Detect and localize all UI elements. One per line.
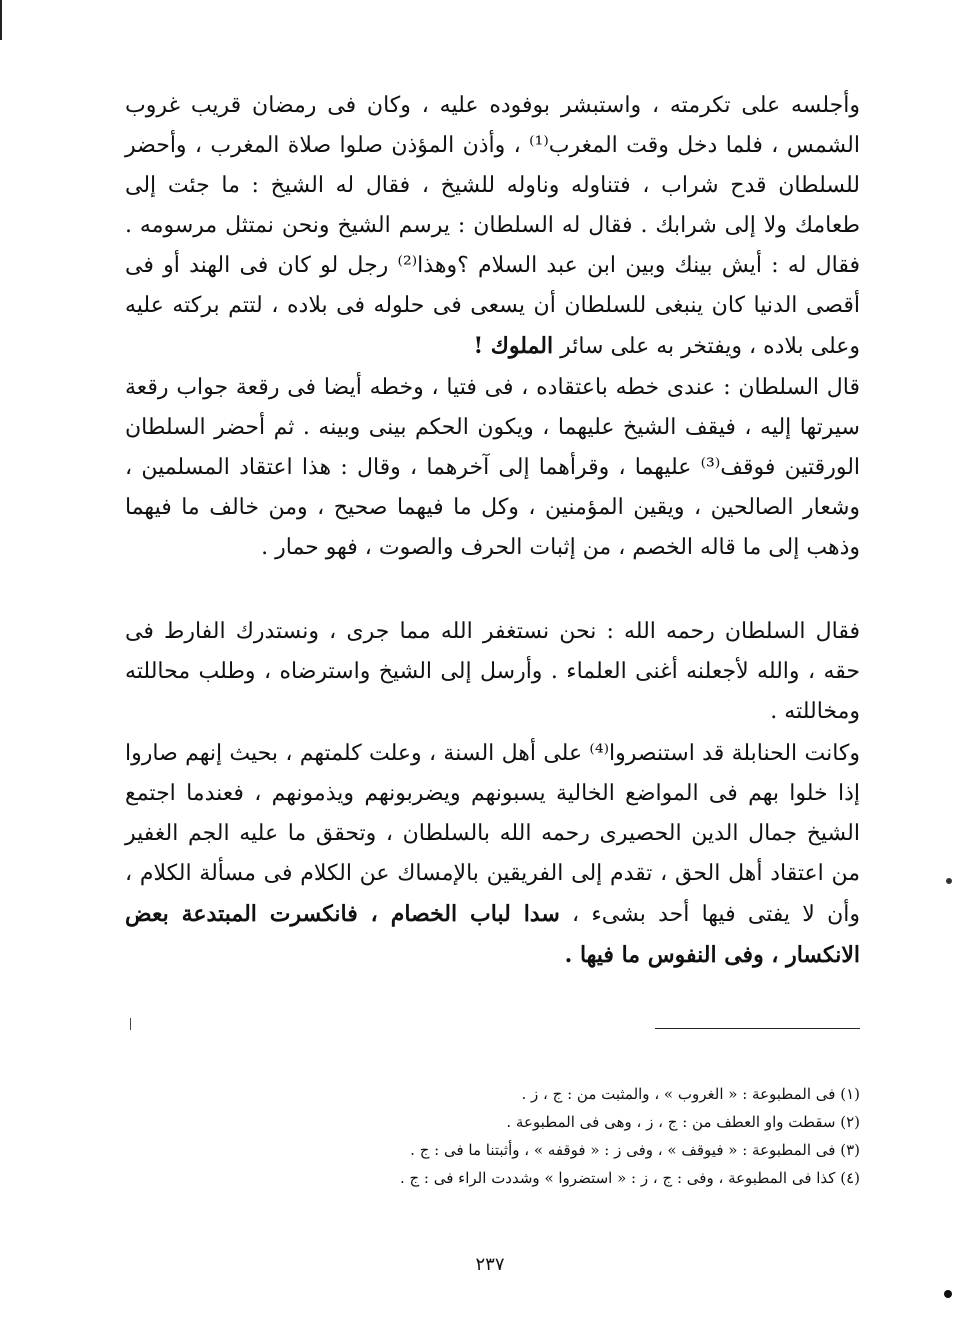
scan-edge-mark	[0, 0, 2, 40]
scan-speck-bottom	[944, 1290, 952, 1298]
paragraph-2	[125, 368, 860, 568]
paragraph-1-bold: الملوك !	[473, 333, 554, 359]
paragraph-3-text: فقال السلطان رحمه الله : نحن نستغفر الله مما جرى ، ونستدرك الفارط فى حقه ، والله لأجعلنه أغنى العلماء . وأرسل إلى الشيخ واسترضاه ، وطلب محاللته ومخاللته .	[125, 619, 860, 724]
paragraph-4-text: وكانت الحنابلة قد استنصروا⁽⁴⁾ على أهل السنة ، وعلت كلمتهم ، بحيث إنهم صاروا إذا خلوا بهم فى المواضع الخالية يسبونهم ويضربونهم ويذمونهم ، فعندما اجتمع الشيخ جمال الدين الحصيرى رحمه الله بالسلطان ، وتحقق ما عليه الجم الغفير من اعتقاد أهل الحق ، تقدم إلى الفريقين بالإمساك عن الكلام فى مسألة الكلام ، وأن لا يفتى فيها أحد بشىء ،	[125, 741, 860, 927]
paragraph-1-text: وأجلسه على تكرمته ، واستبشر بوفوده عليه ، وكان فى رمضان قريب غروب الشمس ، فلما دخل وقت المغرب⁽¹⁾ ، وأذن المؤذن صلوا صلاة المغرب ، وأحضر للسلطان قدح شراب ، فتناوله وناوله للشيخ ، فقال له الشيخ : ما جئت إلى طعامك ولا إلى شرابك . فقال له السلطان : يرسم الشيخ ونحن نمتثل مرسومه . فقال له : أيش بينك وبين ابن عبد السلام ؟وهذا⁽²⁾ رجل لو كان فى الهند أو فى أقصى الدنيا كان ينبغى للسلطان أن يسعى فى حلوله فى بلاده ، لتتم بركته عليه وعلى بلاده ، ويفتخر به على سائر	[125, 93, 860, 359]
footnote-3: (٣) فى المطبوعة : « فيوقف » ، وفى ز : « فوقفه » ، وأثبتنا ما فى : ج .	[410, 1141, 860, 1159]
footnote-divider	[655, 1028, 860, 1029]
page-number: ٢٣٧	[475, 1254, 505, 1275]
paragraph-4-bold: سدا لباب الخصام ، فانكسرت المبتدعة بعض الانكسار ، وفى النفوس ما فيها .	[125, 901, 860, 968]
paragraph-4	[125, 734, 860, 976]
footnotes-list	[300, 1080, 860, 1192]
footnote-2: (٢) سقطت واو العطف من : ج ، ز ، وهى فى المطبوعة .	[506, 1113, 860, 1131]
paragraph-2-text: قال السلطان : عندى خطه باعتقاده ، فى فتيا ، وخطه أيضا فى رقعة جواب رقعة سيرتها إليه ، فيقف الشيخ عليهما ، ويكون الحكم بينى وبينه . ثم أحضر السلطان الورقتين فوقف⁽³⁾ عليهما ، وقرأهما إلى آخرهما ، وقال : هذا اعتقاد المسلمين ، وشعار الصالحين ، ويقين المؤمنين ، وكل ما فيهما صحيح ، ومن خالف ما فيهما وذهب إلى ما قاله الخصم ، من إثبات الحرف والصوت ، فهو حمار .	[125, 375, 861, 560]
paragraph-3	[125, 612, 860, 732]
scan-speck-right	[946, 878, 952, 884]
margin-tick	[130, 1018, 131, 1030]
paragraph-1	[125, 86, 860, 367]
footnote-1: (١) فى المطبوعة : « الغروب » ، والمثبت من : ج ، ز .	[521, 1085, 860, 1103]
footnote-4: (٤) كذا فى المطبوعة ، وفى : ج ، ز : « استضروا » وشددت الراء فى : ج .	[399, 1169, 860, 1187]
